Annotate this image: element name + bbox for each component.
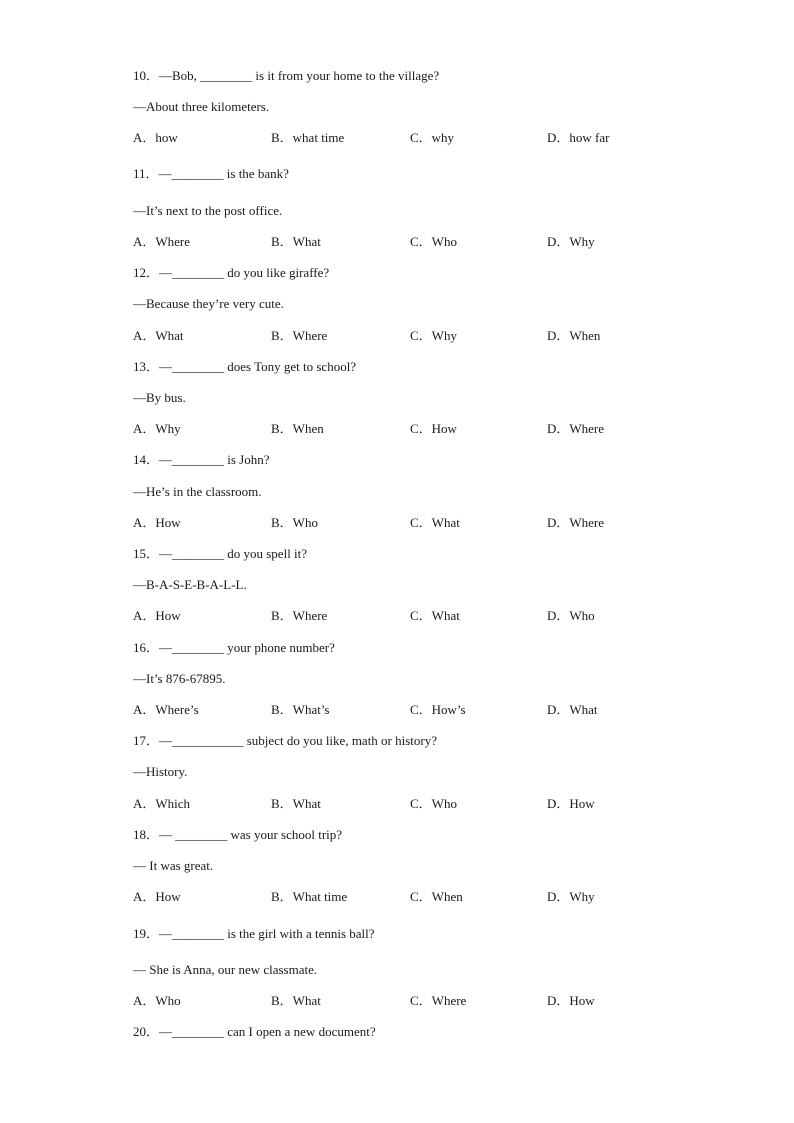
- question-16-option-d[interactable]: D．What: [547, 702, 598, 717]
- question-10-option-b[interactable]: B．what time: [271, 130, 345, 145]
- question-14-option-c[interactable]: C．What: [410, 515, 460, 530]
- question-12-answer: —Because they’re very cute.: [133, 296, 284, 311]
- question-13-answer: —By bus.: [133, 390, 186, 405]
- question-12-option-c[interactable]: C．Why: [410, 328, 457, 343]
- question-11-stem: 11．—________ is the bank?: [133, 166, 289, 181]
- question-13-option-a[interactable]: A．Why: [133, 421, 181, 436]
- question-14-option-a[interactable]: A．How: [133, 515, 181, 530]
- question-20-stem: 20．—________ can I open a new document?: [133, 1024, 376, 1039]
- question-18-option-b[interactable]: B．What time: [271, 889, 348, 904]
- question-17-option-b[interactable]: B．What: [271, 796, 321, 811]
- question-13-option-c[interactable]: C．How: [410, 421, 457, 436]
- question-16-option-c[interactable]: C．How’s: [410, 702, 466, 717]
- question-13-option-d[interactable]: D．Where: [547, 421, 605, 436]
- question-13-stem: 13．—________ does Tony get to school?: [133, 359, 357, 374]
- question-10-option-c[interactable]: C．why: [410, 130, 455, 145]
- question-14-answer: —He’s in the classroom.: [133, 484, 262, 499]
- question-18-option-c[interactable]: C．When: [410, 889, 463, 904]
- question-17-option-a[interactable]: A．Which: [133, 796, 191, 811]
- question-16-option-a[interactable]: A．Where’s: [133, 702, 199, 717]
- question-19-option-b[interactable]: B．What: [271, 993, 321, 1008]
- question-19-stem: 19．—________ is the girl with a tennis ball?: [133, 926, 375, 941]
- question-17-option-d[interactable]: D．How: [547, 796, 595, 811]
- question-17-answer: —History.: [133, 764, 188, 779]
- question-19-option-c[interactable]: C．Where: [410, 993, 467, 1008]
- question-14-option-d[interactable]: D．Where: [547, 515, 605, 530]
- question-16-answer: —It’s 876-67895.: [133, 671, 226, 686]
- question-10-answer: —About three kilometers.: [133, 99, 270, 114]
- question-15-option-a[interactable]: A．How: [133, 608, 181, 623]
- question-15-option-c[interactable]: C．What: [410, 608, 460, 623]
- question-10-option-a[interactable]: A．how: [133, 130, 178, 145]
- question-11-option-d[interactable]: D．Why: [547, 234, 595, 249]
- question-11-option-a[interactable]: A．Where: [133, 234, 191, 249]
- question-15-stem: 15．—________ do you spell it?: [133, 546, 308, 561]
- question-13-option-b[interactable]: B．When: [271, 421, 324, 436]
- question-14-option-b[interactable]: B．Who: [271, 515, 318, 530]
- question-17-option-c[interactable]: C．Who: [410, 796, 457, 811]
- question-12-option-a[interactable]: A．What: [133, 328, 184, 343]
- question-18-option-a[interactable]: A．How: [133, 889, 181, 904]
- question-18-stem: 18．— ________ was your school trip?: [133, 827, 343, 842]
- question-16-stem: 16．—________ your phone number?: [133, 640, 335, 655]
- question-18-option-d[interactable]: D．Why: [547, 889, 595, 904]
- question-11-answer: —It’s next to the post office.: [133, 203, 283, 218]
- question-11-option-c[interactable]: C．Who: [410, 234, 457, 249]
- question-19-option-d[interactable]: D．How: [547, 993, 595, 1008]
- question-18-answer: — It was great.: [133, 858, 214, 873]
- question-19-answer: — She is Anna, our new classmate.: [133, 962, 318, 977]
- question-11-option-b[interactable]: B．What: [271, 234, 321, 249]
- question-12-option-d[interactable]: D．When: [547, 328, 601, 343]
- question-15-option-d[interactable]: D．Who: [547, 608, 595, 623]
- question-16-option-b[interactable]: B．What’s: [271, 702, 330, 717]
- question-12-stem: 12．—________ do you like giraffe?: [133, 265, 330, 280]
- question-17-stem: 17．—___________ subject do you like, math or history?: [133, 733, 438, 748]
- question-15-answer: —B-A-S-E-B-A-L-L.: [133, 577, 247, 592]
- question-10-option-d[interactable]: D．how far: [547, 130, 610, 145]
- question-10-stem: 10．—Bob, ________ is it from your home to the village?: [133, 68, 440, 83]
- question-15-option-b[interactable]: B．Where: [271, 608, 328, 623]
- question-14-stem: 14．—________ is John?: [133, 452, 270, 467]
- question-12-option-b[interactable]: B．Where: [271, 328, 328, 343]
- question-19-option-a[interactable]: A．Who: [133, 993, 181, 1008]
